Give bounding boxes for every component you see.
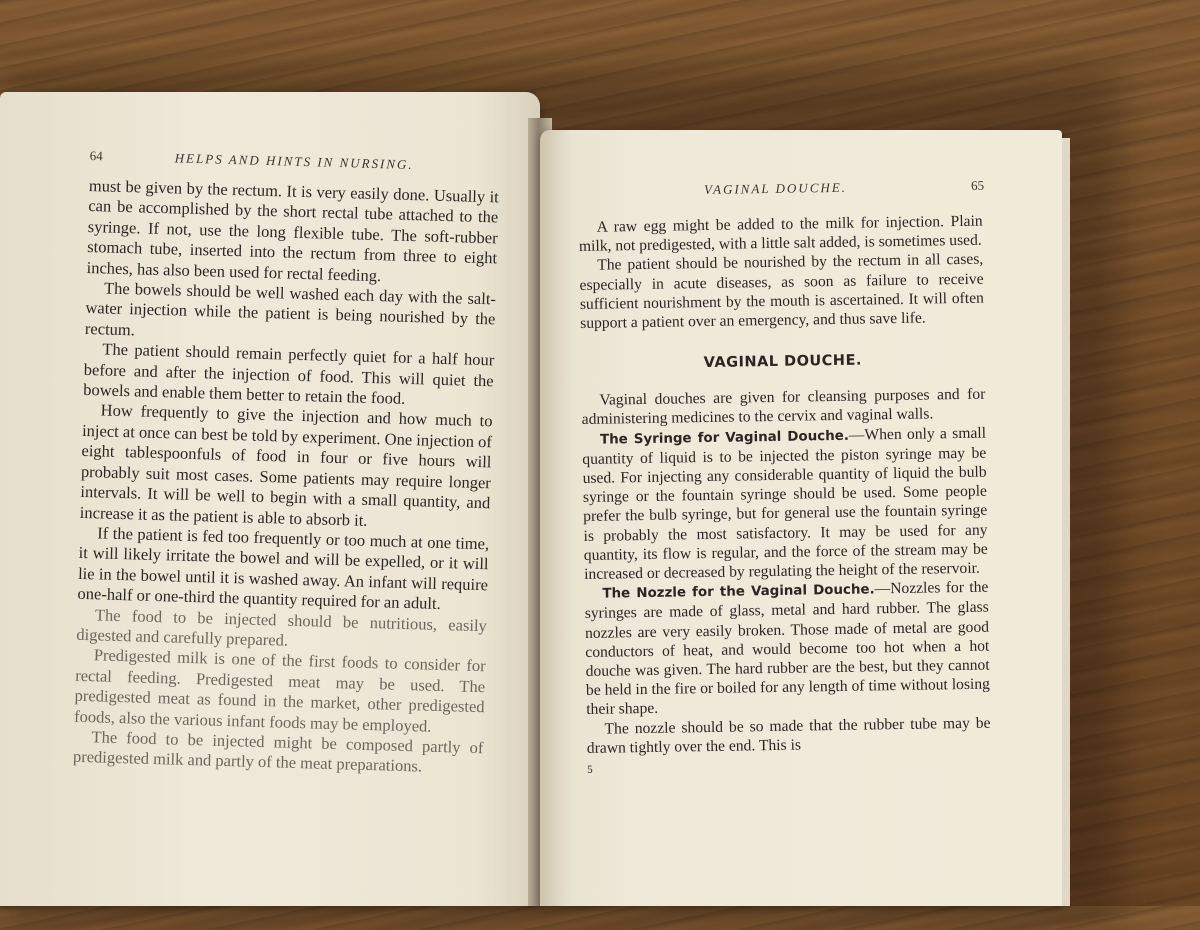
syringe-text: —When only a small quantity of liquid is to be injected the piston syringe may be used. For injecting any considerable quantity of liquid the bulb syringe or the fountain syringe should be used. Some people prefer the bulb syringe, but for general use the fountain syringe is probably the most satisfactory. It may be used for any quantity, its flow is regular, and the force of the stream may be increased or decreased by regulating the height of the reservoir.	[582, 424, 988, 583]
signature-mark: 5	[587, 763, 593, 777]
left-page-number: 64	[89, 148, 103, 164]
right-paragraph: The patient should be nourished by the rectum in all cases, especially in acute diseases, as soon as failure to receive sufficient nourishment by the mouth is ascertained. It will often support a patient over an emergency, and thus save life.	[579, 251, 984, 332]
page-block-edge	[1062, 138, 1070, 906]
left-paragraph: The food to be injected should be nutritious, easily digested and carefully prepared.	[76, 604, 488, 650]
left-page-header	[90, 148, 500, 175]
left-paragraph: must be given by the rectum. It is very easily done. Usually it can be accomplished by the short rectal tube attached to the syringe. If not, use the long flexible tube. The soft-rubber stomach tube, inserted into the rectum from three to eight inches, has also been used for rectal feeding.	[86, 175, 500, 285]
left-paragraph: How frequently to give the injection and how much to inject at once can best be told by experiment. One injection of eight tablespoonfuls of food in four or five hours will probably suit most cases. Some patients may require longer intervals. It will be well to begin with a small quantity, and increase it as the patient is able to absorb it.	[79, 400, 493, 530]
nozzle-subheading: The Nozzle for the Vaginal Douche.	[602, 582, 875, 602]
intro-paragraph: Vaginal douches are given for cleansing purposes and for administering medicines to the cervix and vaginal walls.	[581, 385, 986, 429]
left-page-text-block	[73, 148, 500, 779]
right-page-text-block	[578, 178, 991, 776]
left-paragraph: If the patient is fed too frequently or too much at one time, it will likely irritate the bowel and will be expelled, or it will lie in the bowel until it is washed away. An infant will require one-half or one-third the quantity required for an adult.	[77, 523, 490, 614]
right-running-head: VAGINAL DOUCHE.	[703, 179, 848, 198]
left-paragraph: Predigested milk is one of the first foods to consider for rectal feeding. Predigested meat may be used. The predigested meat as found in the market, other predigested foods, also the various infant foods may be employed.	[73, 645, 486, 736]
right-page	[540, 130, 1062, 906]
nozzle-text: —Nozzles for the syringes are made of glass, metal and hard rubber. The glass nozzles are very easily broken. Those made of metal are good conductors of heat, and would become too hot when a hot douche was given. The hard rubber are the best, but they cannot be held in the fire or boiled for any length of time without losing their shape.	[584, 578, 991, 719]
left-paragraph: The food to be injected might be composed partly of predigested milk and partly of the meat preparations.	[72, 727, 484, 776]
right-paragraph: The nozzle should be so made that the rubber tube may be drawn tightly over the end. This is	[586, 714, 991, 757]
left-page	[0, 92, 540, 906]
left-paragraph: The bowels should be well washed each day with the salt-water injection while the patient is being nourished by the rectum.	[84, 278, 497, 340]
right-page-header	[578, 177, 985, 204]
left-paragraph: The patient should remain perfectly quiet for a half hour before and after the injection of food. This will quiet the bowels and enable them better to retain the food.	[82, 339, 495, 408]
right-paragraph: A raw egg might be added to the milk for injection. Plain milk, not predigested, with a little salt added, is sometimes used.	[578, 212, 983, 256]
section-heading: VAGINAL DOUCHE.	[703, 352, 863, 372]
right-page-number: 65	[970, 177, 985, 193]
left-running-head: HELPS AND HINTS IN NURSING.	[174, 150, 414, 173]
syringe-subheading: The Syringe for Vaginal Douche.	[599, 428, 849, 448]
nozzle-paragraph	[584, 578, 990, 720]
syringe-paragraph	[582, 423, 988, 584]
